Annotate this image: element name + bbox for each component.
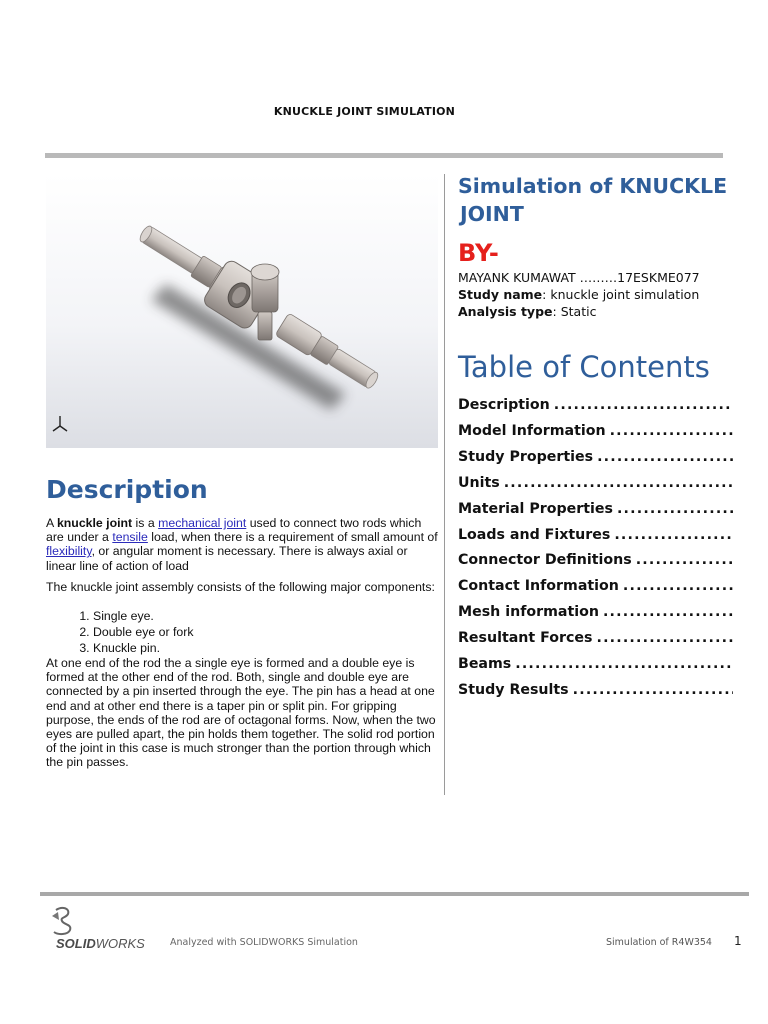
toc-item-study-properties[interactable] <box>458 445 733 471</box>
toc-item-contact-information[interactable] <box>458 574 733 600</box>
description-paragraph-3: At one end of the rod the a single eye is formed and a double eye is formed at the other end of the rod. Both, single and double eye are connected by a pin inserted through the eye. The pin has a head at one end and at other end there is a taper pin or split pin. For gripping purpose, the ends of the rod are of octagonal forms. Now, when the two eyes are pulled apart, the pin holds them together. The solid rod portion of the joint in this case is much stronger than the portion through which the pin passes. <box>46 656 436 770</box>
footer-analyzed-with: Analyzed with SOLIDWORKS Simulation <box>170 937 358 948</box>
text-run: used to connect two rods which are under a <box>46 516 422 545</box>
toc-leader-dots <box>569 678 733 704</box>
study-name-label: Study name <box>458 287 543 302</box>
wordmark-bold: SOLID <box>56 936 96 951</box>
toc-item-description[interactable] <box>458 393 733 419</box>
list-item: 1. Single eye. <box>93 608 440 624</box>
model-render-image <box>46 174 438 448</box>
toc-item-label: Resultant Forces <box>458 630 593 647</box>
toc-item-label: Study Results <box>458 681 569 698</box>
toc-leader-dots <box>619 574 733 600</box>
description-heading: Description <box>46 475 208 504</box>
toc-leader-dots <box>613 497 733 523</box>
analysis-type-value: : Static <box>552 304 597 319</box>
toc-item-label: Loads and Fixtures <box>458 526 611 543</box>
toc-leader-dots <box>599 600 733 626</box>
toc-item-material-properties[interactable] <box>458 497 733 523</box>
ds-mark-icon <box>50 906 76 936</box>
toc-item-units[interactable] <box>458 471 733 497</box>
toc-item-label: Beams <box>458 656 512 673</box>
title-line-2: JOINT <box>460 202 524 226</box>
link-mechanical-joint[interactable]: mechanical joint <box>158 516 247 530</box>
author-line: MAYANK KUMAWAT ………17ESKME077 <box>458 270 700 285</box>
toc-item-beams[interactable] <box>458 652 733 678</box>
toc-item-label: Material Properties <box>458 500 613 517</box>
toc-item-mesh-information[interactable] <box>458 600 733 626</box>
toc-item-loads-and-fixtures[interactable] <box>458 523 733 549</box>
toc-item-label: Connector Definitions <box>458 552 632 569</box>
list-item: 3. Knuckle pin. <box>93 640 440 656</box>
toc-item-label: Units <box>458 474 500 491</box>
toc-item-label: Mesh information <box>458 604 599 621</box>
toc-leader-dots <box>592 626 733 652</box>
footer-rule <box>40 892 749 896</box>
list-item: 2. Double eye or fork <box>93 624 440 640</box>
toc-leader-dots <box>610 523 733 549</box>
toc-item-resultant-forces[interactable] <box>458 626 733 652</box>
link-tensile[interactable]: tensile <box>112 530 148 545</box>
footer-simulation-ref: Simulation of R4W354 <box>606 937 712 948</box>
ds-solidworks-logo-icon <box>44 906 154 952</box>
text-run: load, when there is a requirement of small amount of <box>147 530 438 545</box>
text-run: , or angular moment is necessary. There is always axial or linear line of action of load <box>46 544 408 573</box>
description-paragraph-2: The knuckle joint assembly consists of the following major components: <box>46 579 435 594</box>
description-paragraph-1 <box>46 516 440 573</box>
toc-item-label: Description <box>458 397 550 413</box>
text-run: A <box>46 516 57 530</box>
toc-item-study-results[interactable] <box>458 678 733 704</box>
toc-item-model-information[interactable] <box>458 419 733 445</box>
wordmark-rest: WORKS <box>95 936 145 951</box>
column-divider <box>444 174 445 795</box>
toc-leader-dots <box>500 471 733 497</box>
toc-item-label: Study Properties <box>458 448 594 465</box>
text-run: is a <box>132 516 159 530</box>
solidworks-wordmark <box>56 936 145 951</box>
toc-leader-dots <box>632 548 733 574</box>
document-header-title: KNUCKLE JOINT SIMULATION <box>273 105 456 118</box>
simulation-title <box>458 172 748 228</box>
axis-triad-icon <box>53 416 67 431</box>
study-meta <box>458 269 748 320</box>
study-name-line <box>458 286 748 303</box>
toc-item-connector-definitions[interactable] <box>458 548 733 574</box>
by-label: BY- <box>458 239 499 267</box>
bold-term: knuckle joint <box>56 516 133 530</box>
description-body <box>46 516 440 777</box>
title-line-1: Simulation of KNUCKLE <box>458 174 728 198</box>
components-list <box>46 608 440 656</box>
header-rule <box>45 153 723 158</box>
toc-leader-dots <box>511 652 733 678</box>
right-column <box>458 172 748 704</box>
link-flexibility[interactable]: flexibility <box>46 544 92 559</box>
study-name-value: : knuckle joint simulation <box>542 287 700 302</box>
toc-heading: Table of Contents <box>458 350 710 384</box>
toc-item-label: Contact Information <box>458 578 619 595</box>
analysis-type-line <box>458 303 748 320</box>
toc-leader-dots <box>606 419 733 445</box>
analysis-type-label: Analysis type <box>458 304 553 319</box>
toc-leader-dots <box>550 393 733 419</box>
table-of-contents <box>458 393 733 704</box>
toc-item-label: Model Information <box>458 422 606 439</box>
page-number: 1 <box>734 934 742 948</box>
toc-leader-dots <box>593 445 733 471</box>
